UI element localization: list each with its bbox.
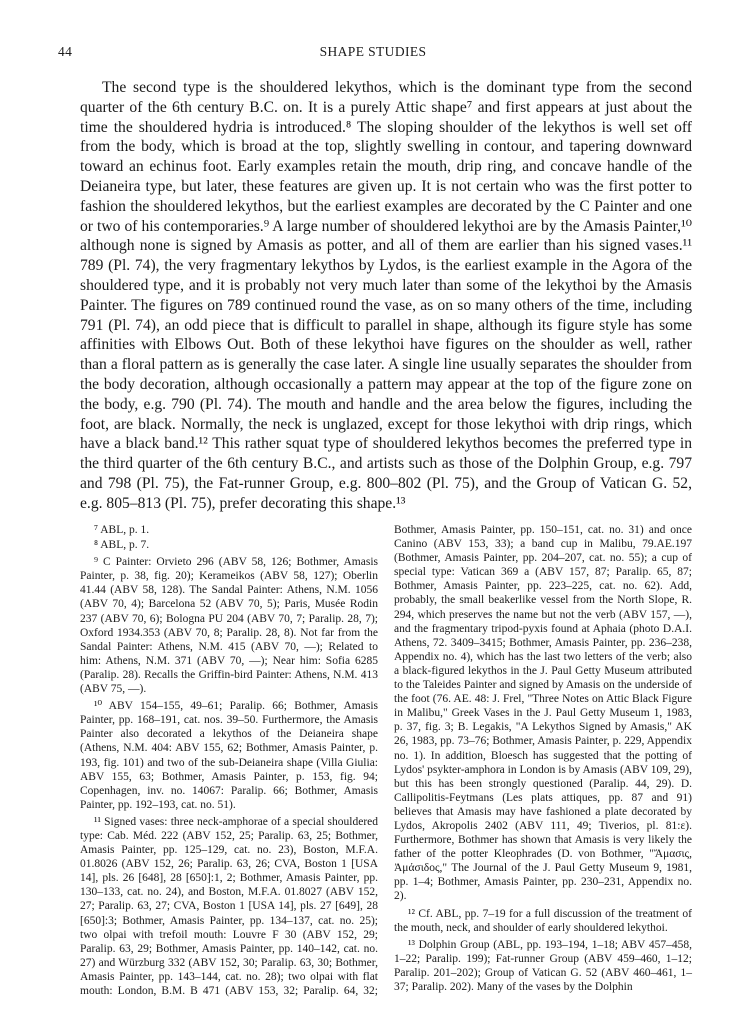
running-title: SHAPE STUDIES [319, 44, 427, 59]
footnote-7: ⁷ ABL, p. 1. [94, 524, 150, 536]
footnote-9: ⁹ C Painter: Orvieto 296 (ABV 58, 126; Bothmer, Amasis Painter, p. 38, fig. 20); Kerameikos (ABV 58, 127); Oberlin 41.44 (ABV 58, 128). The Sandal Painter: Athens, N.M. 1056 (ABV 70, 4); Barcelona 52 (ABV 70, 5); Paris, Musée Rodin 237 (ABV 70, 6); Bologna PU 204 (ABV 70, 7; Paralip. 28, 7); Oxford 1934.353 (ABV 70, 8; Paralip. 28, 8). Not far from the Sandal Painter: Athens, N.M. 415 (ABV 70, —); Related to him: Athens, N.M. 371 (ABV 70, —); Near him: Sofia 6285 (Paralip. 28). Recalls the Griffin-bird Painter: Athens, N.M. 413 (ABV 75, —). [80, 556, 378, 696]
body-paragraph: The second type is the shouldered lekythos, which is the dominant type from the second quarter of the 6th century B.C. on. It is a purely Attic shape⁷ and first appears at just about the time the shouldered hydria is introduced.⁸ The sloping shoulder of the lekythos is well set off from the body, which is broad at the top, slightly swelling in contour, and tapering downward toward an echinus foot. Early examples retain the mouth, drip ring, and concave handle of the Deianeira type, but later, these features are given up. It is not certain who was the first potter to fashion the shouldered lekythos, but the earliest examples are decorated by the C Painter and one or two of his contemporaries.⁹ A large number of shouldered lekythoi are by the Amasis Painter,¹⁰ although none is signed by Amasis as potter, and all of them are earlier than his signed vases.¹¹ 789 (Pl. 74), the very fragmentary lekythos by Lydos, is the earliest example in the Agora of the shouldered type, and it is probably not very much later than some of the lekythoi by the Amasis Painter. The figures on 789 continued round the vase, as on so many others of the time, including 791 (Pl. 74), an odd piece that is difficult to parallel in shape, although its figure style has some affinities with Elbows Out. Both of these lekythoi have figures on the shoulder as well, rather than a floral pattern as is generally the case later. A single line usually separates the shoulder from the body decoration, although occasionally a pattern may appear at the top of the figure zone on the body, e.g. 790 (Pl. 74). The mouth and handle and the area below the figures, including the foot, are black. Normally, the neck is unglazed, except for those lekythoi with drip rings, which have a black band.¹² This rather squat type of shouldered lekythos becomes the preferred type in the third quarter of the 6th century B.C., and artists such as those of the Dolphin Group, e.g. 797 and 798 (Pl. 75), the Fat-runner Group, e.g. 800–802 (Pl. 75), and the Group of Vatican G. 52, e.g. 805–813 (Pl. 75), prefer decorating this shape.¹³ [80, 79, 692, 512]
footnote-12: ¹² Cf. ABL, pp. 7–19 for a full discussion of the treatment of the mouth, neck, and shoulder of early shouldered lekythoi. [394, 907, 692, 934]
page-number: 44 [58, 44, 73, 59]
footnote-8: ⁸ ABL, p. 7. [94, 539, 150, 552]
running-head [58, 44, 688, 64]
footnote-11: ¹¹ Signed vases: three neck-amphorae of a special shouldered type: Cab. Méd. 222 (ABV 152, 25; Paralip. 63, 25; Bothmer, Amasis Painter, pp. 125–129, cat. no. 23), Boston, M.F.A. 01.8026 (ABV 152, 26; Paralip. 63, 26; CVA, Boston 1 [USA 14], pls. 26 [648], 28 [650]:1, 2; Bothmer, Amasis Painter, pp. 130–133, cat. no. 24), and Boston, M.F.A. 01.8027 (ABV 152, 27; Paralip. 63, 27; CVA, Boston 1 [USA 14], pls. 27 [649], 28 [650]:3; Bothmer, Amasis Painter, pp. 134–137, cat. no. 25); two olpai with trefoil mouth: Louvre F 30 (ABV 152, 29; Paralip. 63, 29; Bothmer, Amasis Painter, pp. 140–142, cat. no. 27) and Würzburg 332 (ABV 152, 30; Paralip. 63, 30; Bothmer, Amasis Painter, pp. 143–144, cat. no. 28); two olpai with flat mouth: London, B.M. B 471 (ABV 153, 32; Paralip. 64, 32; Bothmer, Amasis Painter, pp. 150–151, cat. no. 31) and once Canino (ABV 153, 33); a band cup in Malibu, 79.AE.197 (Bothmer, Amasis Painter, pp. 204–207, cat. no. 55); a cup of special type: Vatican 369 a (ABV 157, 87; Paralip. 65, 87; Bothmer, Amasis Painter, pp. 223–225, cat. no. 62). Add, probably, the small beakerlike vessel from the North Slope, R. 294, which preserves the name but not the verb (ABV 157, —), and the fragmentary tripod-pyxis found at Aphaia (photo D.A.I. Athens, 72. 3409–3415; Bothmer, Amasis Painter, pp. 236–238, Appendix no. 4), which has the last two letters of the verb; also a black-figured lekythos in the J. Paul Getty Museum attributed to the Taleides Painter and signed by Amasis on the underside of the foot (76. AE. 48: J. Frel, "Three Notes on Attic Black Figure in Malibu," Greek Vases in the J. Paul Getty Museum 1, 1983, p. 37, fig. 3; B. Legakis, "A Lekythos Signed by Amasis," AK 26, 1983, pp. 73–76; Bothmer, Amasis Painter, p. 229, Appendix no. 1). In addition, Bloesch has suggested that the potting of Lydos' psykter-amphora in London is by Amasis (ABV 109, 29), but this has been strongly questioned (Paralip. 44, 29). D. Callipolitis-Feytmans (Les plats attiques, pp. 87 and 91) believes that Amasis may have fashioned a plate decorated by Lydos, Akropolis 2402 (ABV 111, 49; Tiverios, pl. 81:ε). Furthermore, Bothmer has shown that Amasis is very likely the father of the potter Kleophrades (D. von Bothmer, "Ἄμασις, Ἀμάσιδος," The Journal of the J. Paul Getty Museum 9, 1981, pp. 1–4; Bothmer, Amasis Painter, pp. 230–231, Appendix no. 2). [80, 524, 692, 997]
footnote-13: ¹³ Dolphin Group (ABL, pp. 193–194, 1–18; ABV 457–458, 1–22; Paralip. 199); Fat-runner Group (ABV 459–460, 1–12; Paralip. 201–202); Group of Vatican G. 52 (ABV 460–461, 1–37; Paralip. 202). Many of the vases by the Dolphin [394, 938, 692, 993]
footnotes [80, 523, 692, 1003]
footnote-10: ¹⁰ ABV 154–155, 49–61; Paralip. 66; Bothmer, Amasis Painter, pp. 168–191, cat. nos. 39–50. Furthermore, the Amasis Painter also decorated a lekythos of the Deianeira shape (Athens, N.M. 404: ABV 155, 62; Bothmer, Amasis Painter, p. 193, fig. 101) and two of the sub-Deianeira shape (Villa Giulia: ABV 155, 63; Bothmer, Amasis Painter, p. 153, fig. 94; Copenhagen, inv. no. 14067: Paralip. 66; Bothmer, Amasis Painter, pp. 192–193, cat. no. 51). [80, 700, 378, 811]
